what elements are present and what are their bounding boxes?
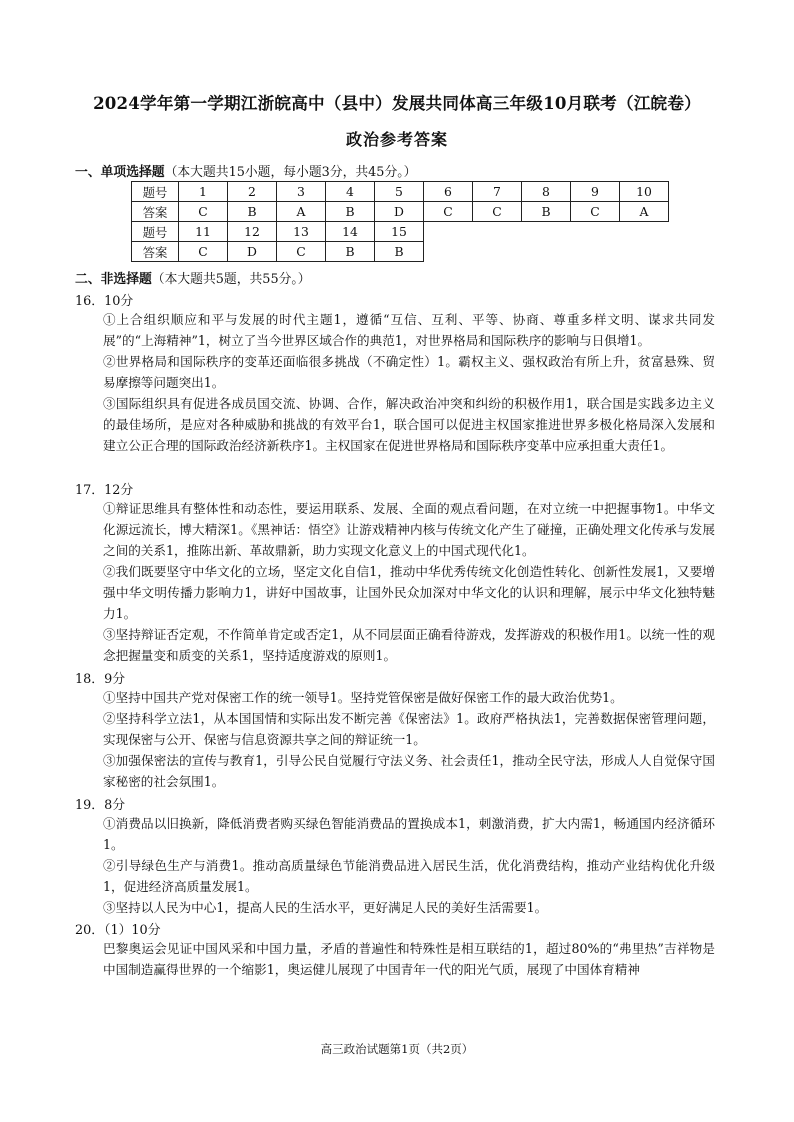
page-title: 2024学年第一学期江浙皖高中（县中）发展共同体高三年级10月联考（江皖卷） [93, 93, 701, 113]
section-1-label: 一、单项选择题 [75, 165, 165, 180]
question-17-heading: 17．12分 [75, 483, 134, 498]
question-18-point-1: ①坚持中国共产党对保密工作的统一领导1。坚持党管保密是做好保密工作的最大政治优势1。 [103, 690, 623, 705]
table-cell: 2 [228, 182, 277, 202]
table-cell: 答案 [132, 242, 179, 262]
question-16-point-2: ②世界格局和国际秩序的变革还面临很多挑战（不确定性）1。霸权主义、强权政治有所上升，贫富悬殊、贸易摩擦等问题突出1。 [103, 354, 715, 391]
table-cell: 13 [277, 222, 326, 242]
table-cell: 10 [620, 182, 669, 202]
question-20-heading: 20．（1）10分 [75, 923, 161, 938]
table-cell: 15 [375, 222, 424, 242]
table-cell: C [179, 242, 228, 262]
question-16-point-1: ①上合组织顺应和平与发展的时代主题1，遵循“互信、互利、平等、协商、尊重多样文明、谋求共同发展”的“上海精神”1，树立了当今世界区域合作的典范1，对世界格局和国际秩序的影响与日俱增1。 [103, 312, 715, 349]
table-cell: C [424, 202, 473, 222]
table-cell: C [277, 242, 326, 262]
table-cell: D [228, 242, 277, 262]
table-cell: 11 [179, 222, 228, 242]
section-2-note: （本大题共5题，共55分。） [151, 272, 311, 287]
table-cell: 答案 [132, 202, 179, 222]
table-cell: D [375, 202, 424, 222]
page-subtitle: 政治参考答案 [345, 130, 448, 149]
section-2-label: 二、非选择题 [75, 272, 152, 287]
question-19-point-1: ①消费品以旧换新，降低消费者购买绿色智能消费品的置换成本1，刺激消费，扩大内需1，畅通国内经济循环1。 [103, 816, 715, 853]
table-cell: C [571, 202, 620, 222]
table-cell: B [326, 242, 375, 262]
table-row [132, 182, 669, 202]
table-cell: A [277, 202, 326, 222]
question-18-heading: 18．9分 [75, 672, 126, 687]
table-cell: 5 [375, 182, 424, 202]
table-cell: 14 [326, 222, 375, 242]
table-row [132, 222, 669, 242]
table-row [132, 242, 669, 262]
question-19-point-3: ③坚持以人民为中心1，提高人民的生活水平，更好满足人民的美好生活需要1。 [103, 900, 548, 915]
question-17-point-1: ①辩证思维具有整体性和动态性，要运用联系、发展、全面的观点看问题，在对立统一中把握事物1。中华文化源远流长，博大精深1。《黑神话：悟空》让游戏精神内核与传统文化产生了碰撞，正确处理文化传承与发展之间的关系1，推陈出新、革故鼎新，助力实现文化意义上的中国式现代化1。 [103, 501, 715, 559]
page-footer: 高三政治试题第1页（共2页） [320, 1042, 474, 1056]
table-row [132, 202, 669, 222]
question-20-point-1: 巴黎奥运会见证中国风采和中国力量，矛盾的普遍性和特殊性是相互联结的1，超过80%的“弗里热”吉祥物是中国制造赢得世界的一个缩影1，奥运健儿展现了中国青年一代的阳光气质，展现了中国体育精神 [103, 941, 715, 978]
table-cell: A [620, 202, 669, 222]
table-cell: 9 [571, 182, 620, 202]
table-cell: 3 [277, 182, 326, 202]
question-18-point-2: ②坚持科学立法1，从本国国情和实际出发不断完善《保密法》1。政府严格执法1，完善数据保密管理问题，实现保密与公开、保密与信息资源共享之间的辩证统一1。 [103, 711, 715, 748]
table-cell: 4 [326, 182, 375, 202]
table-cell: C [179, 202, 228, 222]
table-cell: 1 [179, 182, 228, 202]
question-17-point-3: ③坚持辩证否定观，不作简单肯定或否定1，从不同层面正确看待游戏，发挥游戏的积极作用1。以统一性的观念把握量变和质变的关系1，坚持适度游戏的原则1。 [103, 627, 715, 664]
table-cell: B [522, 202, 571, 222]
table-cell: C [473, 202, 522, 222]
question-18-point-3: ③加强保密法的宣传与教育1，引导公民自觉履行守法义务、社会责任1，推动全民守法，形成人人自觉保守国家秘密的社会氛围1。 [103, 753, 715, 790]
table-cell: 题号 [132, 182, 179, 202]
section-1-heading [75, 161, 416, 180]
table-cell: 8 [522, 182, 571, 202]
table-cell: 12 [228, 222, 277, 242]
table-cell: 题号 [132, 222, 179, 242]
section-2-heading [75, 268, 311, 287]
question-17-point-2: ②我们既要坚守中华文化的立场，坚定文化自信1，推动中华优秀传统文化创造性转化、创新性发展1，又要增强中华文明传播力影响力1，讲好中国故事，让国外民众加深对中华文化的认识和理解，展示中华文化独特魅力1。 [103, 564, 715, 622]
table-cell: B [326, 202, 375, 222]
question-16-point-3: ③国际组织具有促进各成员国交流、协调、合作，解决政治冲突和纠纷的积极作用1，联合国是实践多边主义的最佳场所，是应对各种威胁和挑战的有效平台1，联合国可以促进主权国家推进世界多极化格局深入发展和建立公正合理的国际政治经济新秩序1。主权国家在促进世界格局和国际秩序变革中应承担重大责任1。 [103, 396, 715, 454]
section-1-note: （本大题共15小题，每小题3分，共45分。） [164, 165, 417, 180]
table-cell: 7 [473, 182, 522, 202]
question-19-point-2: ②引导绿色生产与消费1。推动高质量绿色节能消费品进入居民生活，优化消费结构，推动产业结构优化升级1，促进经济高质量发展1。 [103, 858, 715, 895]
question-19-heading: 19．8分 [75, 798, 126, 813]
table-cell: B [228, 202, 277, 222]
answer-table [131, 181, 669, 262]
table-cell: B [375, 242, 424, 262]
table-cell: 6 [424, 182, 473, 202]
question-16-heading: 16．10分 [75, 294, 134, 309]
